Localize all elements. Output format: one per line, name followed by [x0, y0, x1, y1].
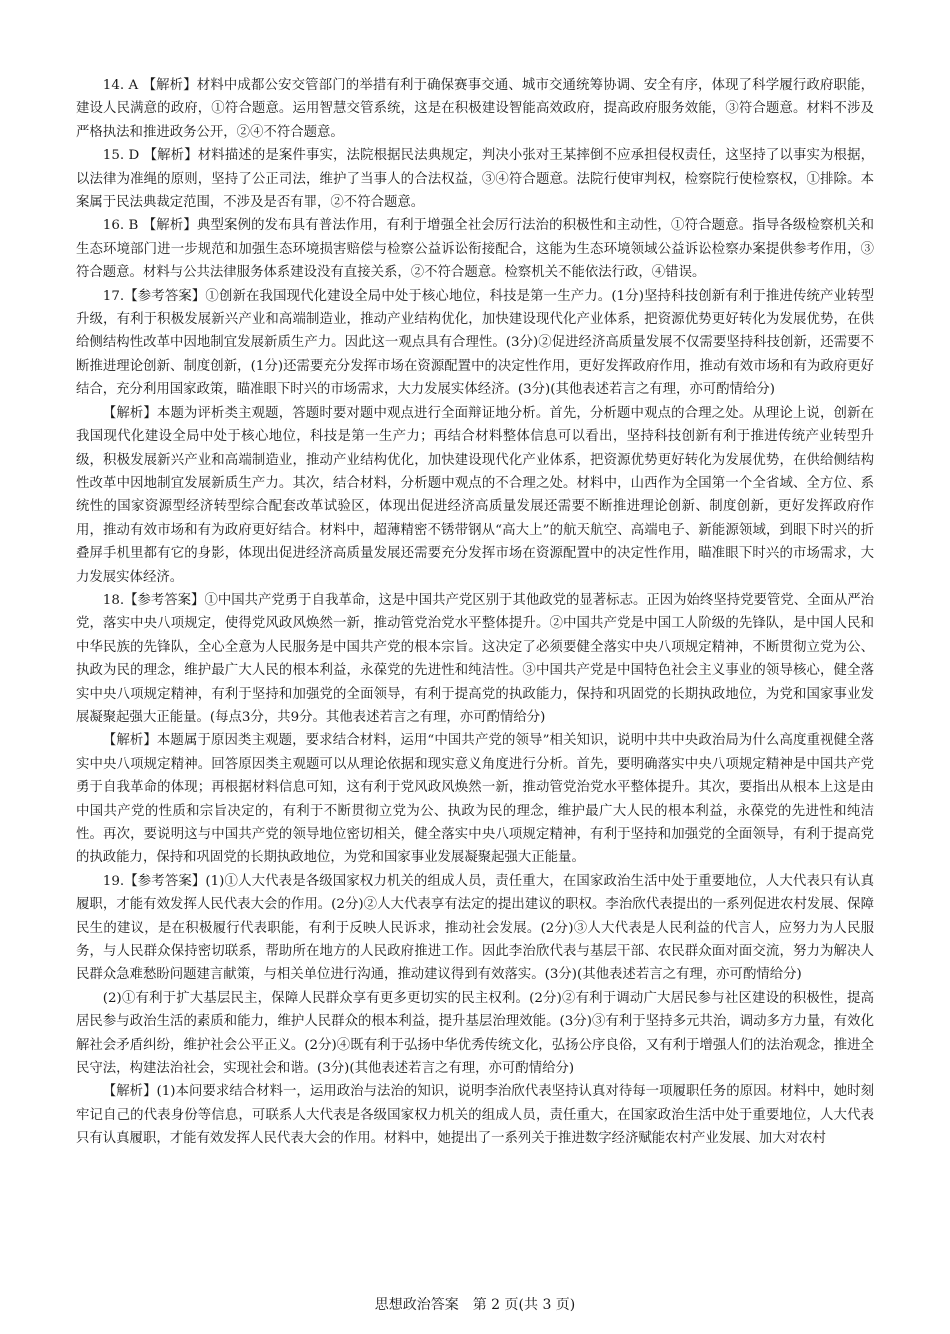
answer-17-reference: 17.【参考答案】①创新在我国现代化建设全局中处于核心地位，科技是第一生产力。(1分)坚持科技创新有利于推进传统产业转型升级，有利于积极发展新兴产业和高端制造业，推动产业结构优化，加快建设现代化产业体系，把资源优势更好转化为发展优势，在供给侧结构性改革中因地制宜发展新质生产力。因此这一观点具有合理性。(3分)②促进经济高质量发展不仅需要坚持科技创新，还需要不断推进理论创新、制度创新，(1分)还需要充分发挥市场在资源配置中的决定性作用，更好发挥政府作用，推动有效市场和有为政府更好结合，充分利用国家政策，瞄准眼下时兴的市场需求，大力发展实体经济。(3分)(其他表述若言之有理，亦可酌情给分) [76, 288, 874, 398]
answer-16: 16. B 【解析】典型案例的发布具有普法作用，有利于增强全社会厉行法治的积极性和主动性，①符合题意。指导各级检察机关和生态环境部门进一步规范和加强生态环境损害赔偿与检察公益诉讼衔接配合，这能为生态环境领域公益诉讼检察办案提供参考作用，③符合题意。材料与公共法律服务体系建设没有直接关系，②不符合题意。检察机关不能依法行政，④错误。 [76, 218, 874, 281]
answer-18-reference: 18.【参考答案】①中国共产党勇于自我革命，这是中国共产党区别于其他政党的显著标志。正因为始终坚持党要管党、全面从严治党，落实中央八项规定，使得党风政风焕然一新，推动管党治党水平整体提升。②中国共产党是中国工人阶级的先锋队，是中国人民和中华民族的先锋队，全心全意为人民服务是中国共产党的根本宗旨。这决定了必须要健全落实中央八项规定精神，不断贯彻立党为公、执政为民的理念，维护最广大人民的根本利益，永葆党的先进性和纯洁性。③中国共产党是中国特色社会主义事业的领导核心，健全落实中央八项规定精神，有利于坚持和加强党的全面领导，有利于提高党的执政能力，保持和巩固党的长期执政地位，为党和国家事业发展凝聚起强大正能量。(每点3分，共9分。其他表述若言之有理，亦可酌情给分) [76, 592, 874, 725]
answer-18-analysis: 【解析】本题属于原因类主观题，要求结合材料，运用“中国共产党的领导”相关知识，说明中共中央政治局为什么高度重视健全落实中央八项规定精神。回答原因类主观题可以从理论依据和现实意义角度进行分析。首先，要明确落实中央八项规定精神是中国共产党勇于自我革命的体现；再根据材料信息可知，这有利于党风政风焕然一新，推动管党治党水平整体提升。其次，要指出从根本上这是由中国共产党的性质和宗旨决定的，有利于不断贯彻立党为公、执政为民的理念，维护最广大人民的根本利益，永葆党的先进性和纯洁性。再次，要说明这与中国共产党的领导地位密切相关，健全落实中央八项规定精神，有利于坚持和加强党的全面领导，有利于提高党的执政能力，保持和巩固党的长期执政地位，为党和国家事业发展凝聚起强大正能量。 [76, 733, 874, 866]
answer-15: 15. D 【解析】材料描述的是案件事实，法院根据民法典规定，判决小张对王某摔倒不应承担侵权责任，这坚持了以事实为根据，以法律为准绳的原则，坚持了公正司法，维护了当事人的合法权益，③④符合题意。法院行使审判权，检察院行使检察权，①排除。本案属于民法典裁定范围，不涉及是否有罪，②不符合题意。 [76, 148, 874, 211]
answer-17-analysis: 【解析】本题为评析类主观题，答题时要对题中观点进行全面辩证地分析。首先，分析题中观点的合理之处。从理论上说，创新在我国现代化建设全局中处于核心地位，科技是第一生产力；再结合材料整体信息可以看出，坚持科技创新有利于推进传统产业转型升级，积极发展新兴产业和高端制造业，推动产业结构优化，加快建设现代化产业体系，把资源优势更好转化为发展优势，在供给侧结构性改革中因地制宜发展新质生产力。其次，结合材料，分析题中观点的不合理之处。材料中，山西作为全国第一个全省域、全方位、系统性的国家资源型经济转型综合配套改革试验区，体现出促进经济高质量发展还需要不断推进理论创新、制度创新，更好发挥政府作用，推动有效市场和有为政府更好结合。材料中，超薄精密不锈带钢从“高大上”的航天航空、高端电子、新能源领域，到眼下时兴的折叠屏手机里都有它的身影，体现出促进经济高质量发展还需要充分发挥市场在资源配置中的决定性作用，瞄准眼下时兴的市场需求，大力发展实体经济。 [76, 405, 874, 585]
answer-19-1-reference: 19.【参考答案】(1)①人大代表是各级国家权力机关的组成人员，责任重大，在国家政治生活中处于重要地位，人大代表只有认真履职，才能有效发挥人民代表大会的作用。(2分)②人大代表享有法定的提出建议的职权。李治欣代表提出的一系列促进农村发展、保障民生的建议，是在积极履行代表职能，有利于反映人民诉求，推动社会发展。(2分)③人大代表是人民利益的代言人，应努力为人民服务，与人民群众保持密切联系，帮助所在地方的人民政府推进工作。因此李治欣代表与基层干部、农民群众面对面交流，努力为解决人民群众急难愁盼问题建言献策，与相关单位进行沟通，推动建议得到有效落实。(3分)(其他表述若言之有理，亦可酌情给分) [76, 873, 874, 983]
answer-19-analysis: 【解析】(1)本问要求结合材料一，运用政治与法治的知识，说明李治欣代表坚持认真对待每一项履职任务的原因。材料中，她时刻牢记自己的代表身份等信息，可联系人大代表是各级国家权力机关的组成人员，责任重大，在国家政治生活中处于重要地位，人大代表只有认真履职，才能有效发挥人民代表大会的作用。材料中，她提出了一系列关于推进数字经济赋能农村产业发展、加大对农村 [76, 1084, 874, 1147]
answer-19-2-reference: (2)①有利于扩大基层民主，保障人民群众享有更多更切实的民主权利。(2分)②有利于调动广大居民参与社区建设的积极性，提高居民参与政治生活的素质和能力，维护人民群众的根本利益，提升基层治理效能。(3分)③有利于坚持多元共治，调动多方力量，有效化解社会矛盾纠纷，维护社会公平正义。(2分)④既有利于弘扬中华优秀传统文化，弘扬公序良俗，又有利于增强人们的法治观念，推进全民守法，构建法治社会，实现社会和谐。(3分)(其他表述若言之有理，亦可酌情给分) [76, 990, 874, 1077]
page-footer: 思想政治答案 第 2 页(共 3 页) [374, 1297, 576, 1313]
answer-14: 14. A 【解析】材料中成都公安交管部门的举措有利于确保赛事交通、城市交通统筹协调、安全有序，体现了科学履行政府职能，建设人民满意的政府，①符合题意。运用智慧交管系统，这是在积极建设智能高效政府，提高政府服务效能，③符合题意。材料不涉及严格执法和推进政务公开，②④不符合题意。 [76, 78, 874, 140]
